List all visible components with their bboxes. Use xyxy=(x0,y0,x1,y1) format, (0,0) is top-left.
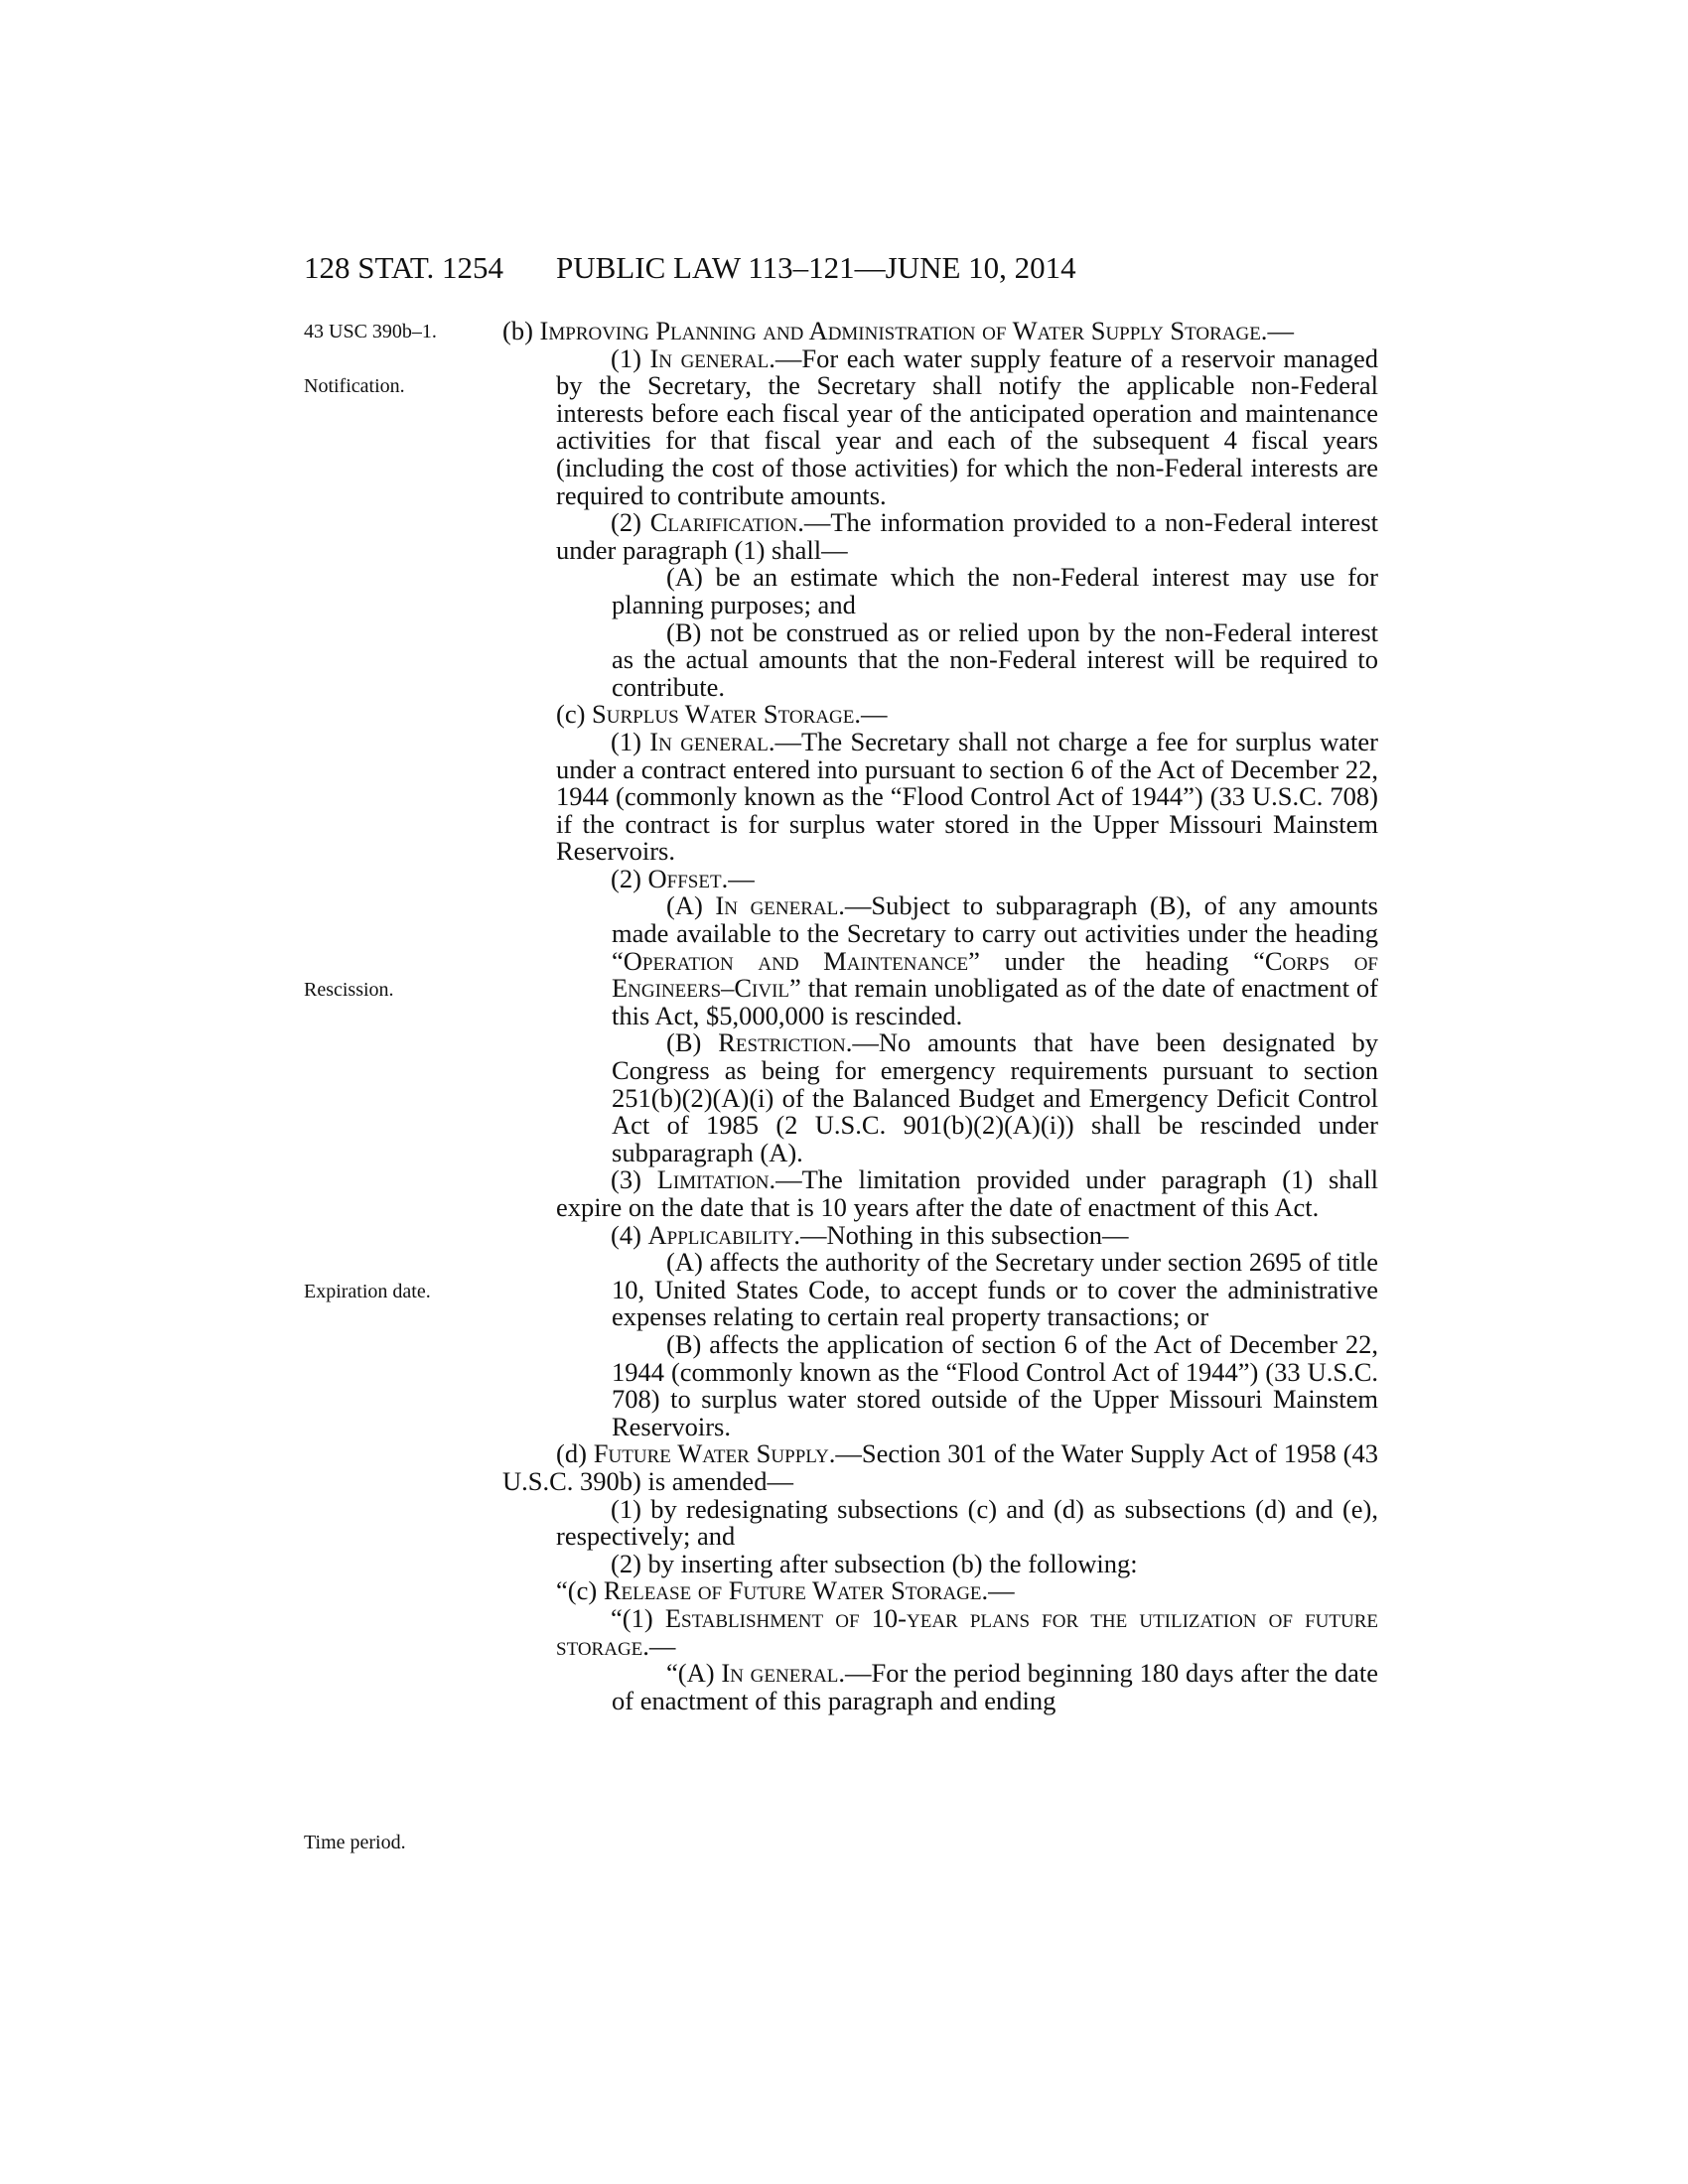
subparagraph-b2b: (B) not be construed as or relied upon by the non-Federal interest as the actual amounts that the non-Federal interest will be required to contribute. xyxy=(612,616,1378,702)
law-text xyxy=(502,318,1378,1714)
paragraph-c3: (3) Limitation.—The limitation provided under paragraph (1) shall expire on the date that is 10 years after the date of enactment of this Act. xyxy=(556,1164,1378,1222)
margin-note-rescission: Rescission. xyxy=(304,979,394,1001)
margin-note-notification: Notification. xyxy=(304,375,405,397)
subsection-d: (d) Future Water Supply.—Section 301 of the Water Supply Act of 1958 (43 U.S.C. 390b) is amended— xyxy=(502,1438,1378,1496)
subsection-c: (c) Surplus Water Storage.— xyxy=(556,699,888,730)
paragraph-b1: (1) In general.—For each water supply feature of a reservoir managed by the Secretary, the Secretary shall notify the applicable non-Federal interests before each fiscal year of the anticipated operation and maintenance activities for that fiscal year and each of the subsequent 4 fiscal years (including the cost of those activities) for which the non-Federal interests are required to contribute amounts. xyxy=(556,342,1378,510)
margin-note-time-period: Time period. xyxy=(304,1832,406,1853)
margin-note-expiration: Expiration date. xyxy=(304,1281,431,1302)
paragraph-c2: (2) Offset.— xyxy=(611,863,755,893)
subparagraph-c2b: (B) Restriction.—No amounts that have been designated by Congress as being for emergency requirements pursuant to section 251(b)(2)(A)(i) of the Balanced Budget and Emergency Deficit Control Act of 1985 (2 U.S.C. 901(b)(2)(A)(i)) shall be rescinded under subparagraph (A). xyxy=(612,1027,1378,1167)
paragraph-c4: (4) Applicability.—Nothing in this subsection— xyxy=(611,1219,1129,1250)
quoted-subsection-c: “(c) Release of Future Water Storage.— xyxy=(556,1575,1015,1606)
subparagraph-b2a: (A) be an estimate which the non-Federal interest may use for planning purposes; and xyxy=(612,562,1378,619)
paragraph-c1: (1) In general.—The Secretary shall not charge a fee for surplus water under a contract entered into pursuant to section 6 of the Act of December 22, 1944 (commonly known as the “Flood Control Act of 1944”) (33 U.S.C. 708) if the contract is for surplus water stored in the Upper Missouri Mainstem Reservoirs. xyxy=(556,726,1379,867)
subparagraph-c4a: (A) affects the authority of the Secretary under section 2695 of title 10, United States Code, to accept funds or to cover the administrative expenses relating to certain real property transactions; or xyxy=(612,1247,1378,1332)
paragraph-d2: (2) by inserting after subsection (b) the following: xyxy=(611,1548,1138,1578)
quoted-paragraph-c1: “(1) Establishment of 10-year plans for the utilization of future storage.— xyxy=(556,1602,1378,1661)
statute-page-number: 128 STAT. 1254 xyxy=(304,250,504,285)
paragraph-b2: (2) Clarification.—The information provided to a non-Federal interest under paragraph (1) shall— xyxy=(556,507,1378,565)
subparagraph-c2a: (A) In general.—Subject to subparagraph (B), of any amounts made available to the Secretary to carry out activities under the heading “Operation and Maintenance” under the heading “Corps of Engineers–Civil” that remain unobligated as of the date of enactment of this Act, $5,000,000 is rescinded. xyxy=(612,890,1378,1030)
paragraph-d1: (1) by redesignating subsections (c) and (d) as subsections (d) and (e), respectively; and xyxy=(556,1493,1378,1552)
margin-note-usc: 43 USC 390b–1. xyxy=(304,321,437,342)
subsection-b: (b) Improving Planning and Administration of Water Supply Storage.— xyxy=(502,316,1294,345)
law-title: PUBLIC LAW 113–121—JUNE 10, 2014 xyxy=(556,250,1076,285)
subparagraph-c4b: (B) affects the application of section 6 of the Act of December 22, 1944 (commonly known as the “Flood Control Act of 1944”) (33 U.S.C. 708) to surplus water stored outside of the Upper Missouri Mainstem Reservoirs. xyxy=(612,1328,1378,1441)
quoted-subparagraph-c1a: “(A) In general.—For the period beginning 180 days after the date of enactment of this paragraph and ending xyxy=(612,1658,1379,1715)
